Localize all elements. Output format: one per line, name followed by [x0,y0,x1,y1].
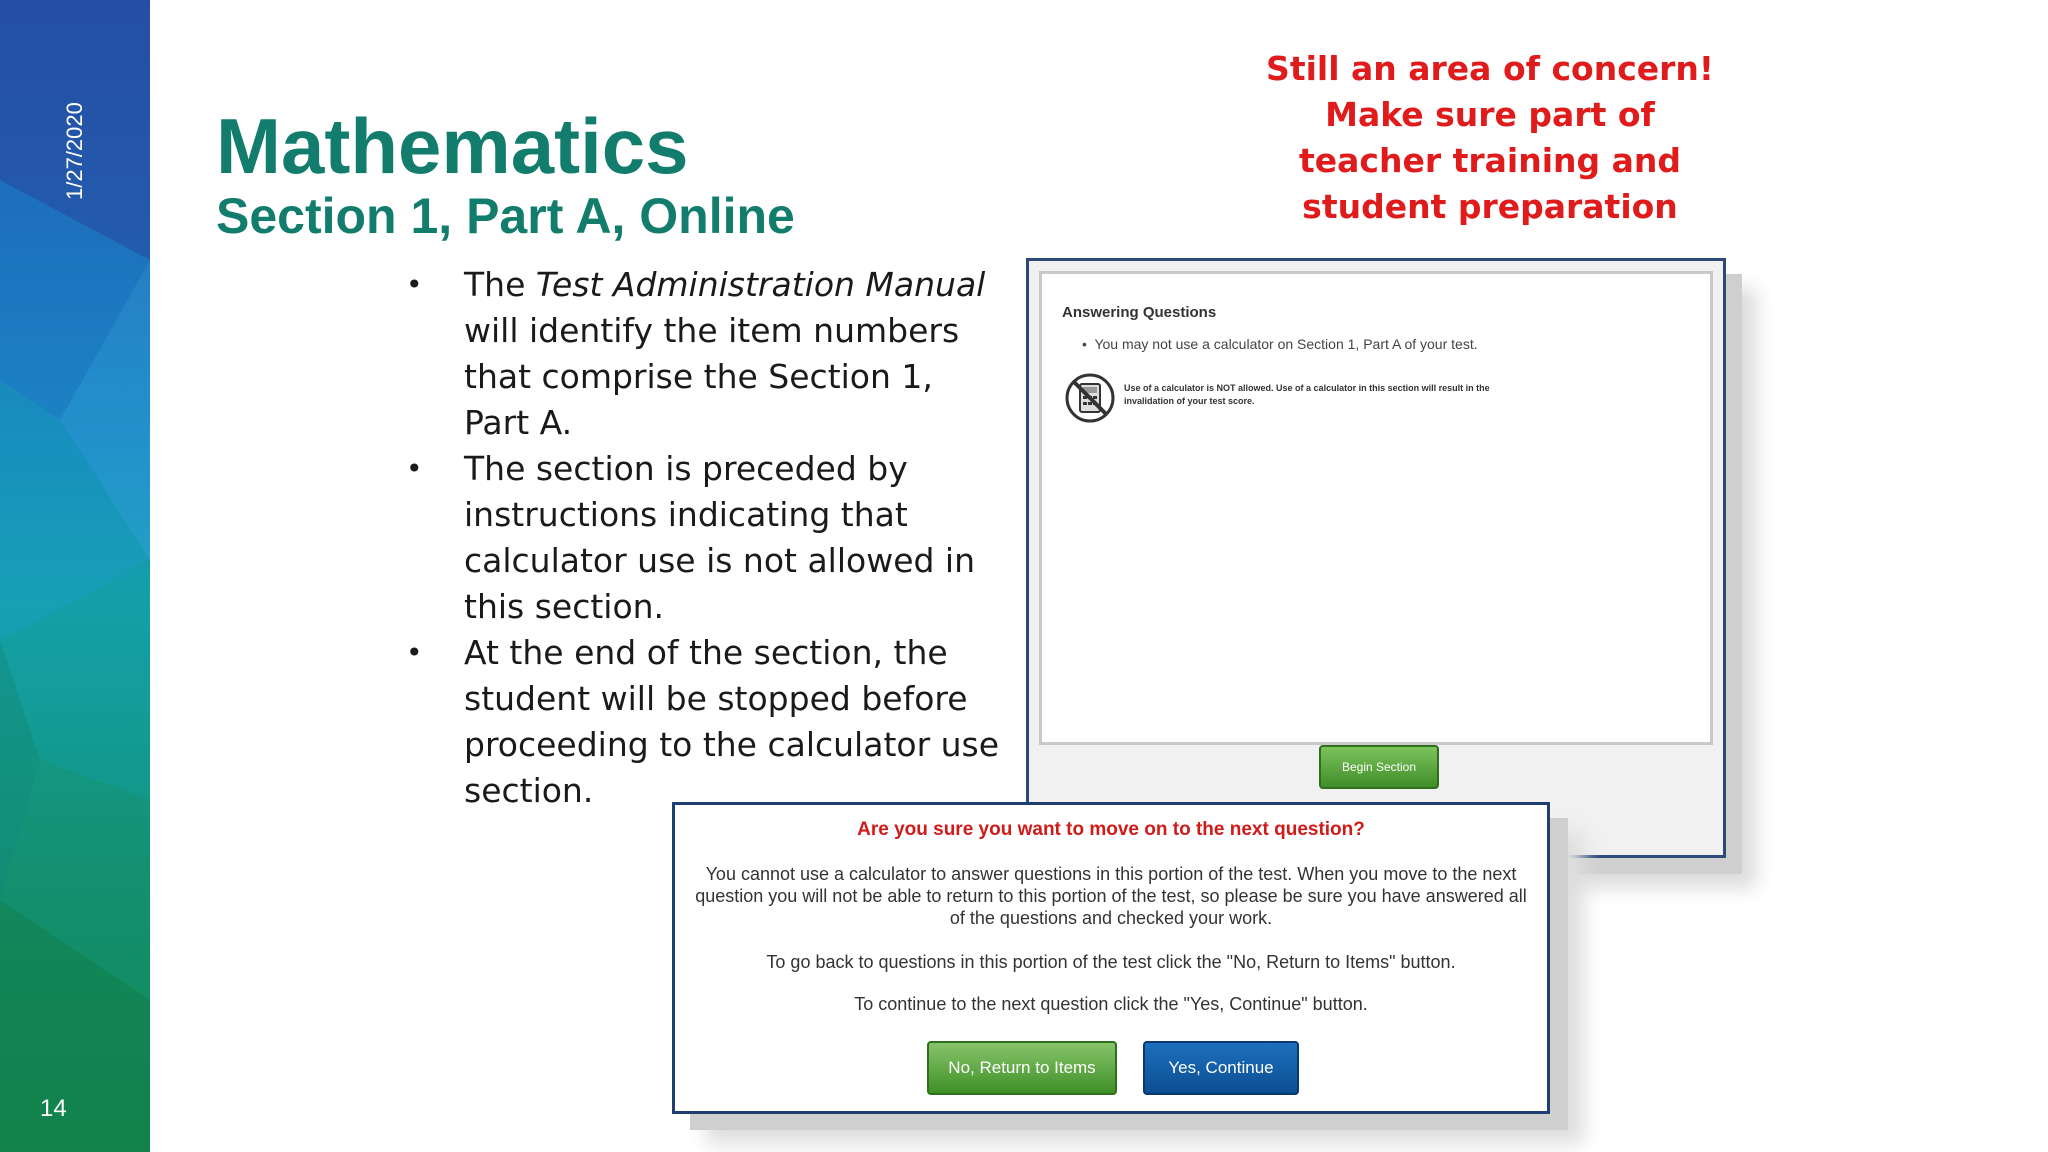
bullet-item [400,262,1000,446]
confirm-dialog [672,802,1550,1114]
no-calculator-icon [1064,372,1116,424]
bullet-item [400,446,1000,630]
dialog-paragraph: You cannot use a calculator to answer questions in this portion of the test. When you move to the next question you will not be able to return to this portion of the test, so please be sure you have answered all of the questions and checked your work. [695,864,1527,928]
bullet-text: At the end of the section, the student will be stopped before proceeding to the calculator use section. [464,633,1000,810]
answering-questions-screenshot [1026,258,1726,858]
yes-continue-button[interactable]: Yes, Continue [1143,1041,1299,1095]
bullet-dot: • [406,268,423,301]
slide-number: 14 [40,1095,67,1122]
concern-line: student preparation [1302,187,1678,226]
begin-section-button[interactable]: Begin Section [1319,745,1439,789]
bullet-text: The section is preceded by instructions indicating that calculator use is not allowed in this section. [464,449,976,626]
dialog-paragraph: To go back to questions in this portion of the test click the "No, Return to Items" button. [766,952,1456,972]
bullet-italic-text: Test Administration Manual [535,265,986,304]
bullet-dot: • [406,636,423,669]
bullet-text: will identify the item numbers that comprise the Section 1, Part A. [464,311,960,442]
slide-title: Mathematics [216,102,689,190]
bullet-list [400,262,1000,814]
concern-line: Make sure part of [1325,95,1655,134]
bullet-text: The [464,265,536,304]
concern-line: teacher training and [1298,141,1682,180]
slide-subtitle: Section 1, Part A, Online [216,188,795,244]
instructions-bullet-text: You may not use a calculator on Section 1, Part A of your test. [1094,336,1478,352]
instructions-panel [1039,271,1713,745]
dialog-title: Are you sure you want to move on to the next question? [857,819,1365,840]
slide-date: 1/27/2020 [62,102,87,200]
instructions-bullet: • You may not use a calculator on Section 1, Part A of your test. [1082,336,1478,352]
no-return-to-items-button[interactable]: No, Return to Items [927,1041,1117,1095]
concern-callout [1250,46,1730,230]
bullet-dot: • [406,452,423,485]
dialog-paragraph: To continue to the next question click the "Yes, Continue" button. [854,994,1368,1014]
instructions-heading: Answering Questions [1062,304,1217,321]
concern-line: Still an area of concern! [1266,49,1714,88]
bullet-item [400,630,1000,814]
calculator-warning: Use of a calculator is NOT allowed. Use of a calculator in this section will result in the invalidation of your test score. [1124,383,1490,406]
